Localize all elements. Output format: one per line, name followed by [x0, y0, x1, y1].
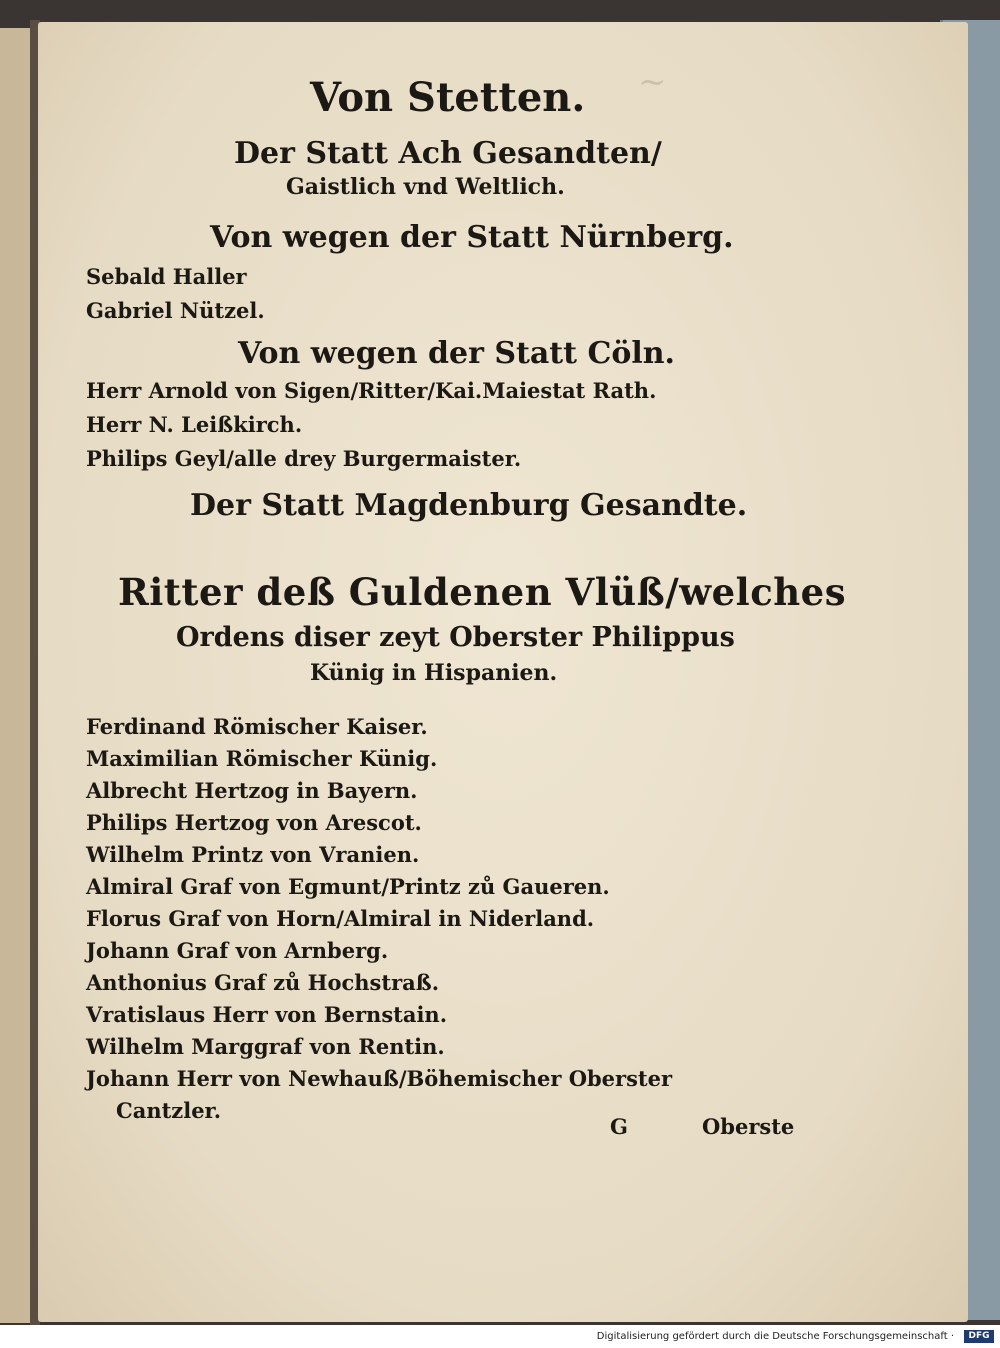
heading-von-stetten: Von Stetten.	[310, 74, 586, 121]
dfg-logo: DFG	[964, 1330, 994, 1343]
knight-7: Florus Graf von Horn/Almiral in Niderland.	[86, 906, 595, 931]
heading-cologne: Von wegen der Statt Cöln.	[238, 336, 675, 371]
funding-credit: Digitalisierung gefördert durch die Deutsche Forschungsgemeinschaft ·	[596, 1331, 954, 1342]
knight-12: Johann Herr von Newhauß/Böhemischer Oberster	[86, 1066, 673, 1091]
nuremberg-name-2: Gabriel Nützel.	[86, 298, 265, 323]
knight-12-continued: Cantzler.	[116, 1098, 221, 1123]
knight-11: Wilhelm Marggraf von Rentin.	[86, 1034, 445, 1059]
knight-8: Johann Graf von Arnberg.	[86, 938, 389, 963]
left-page-edge	[0, 28, 32, 1323]
knight-2: Maximilian Römischer Künig.	[86, 746, 438, 771]
heading-nuremberg: Von wegen der Statt Nürnberg.	[210, 220, 734, 255]
heading-magdeburg: Der Statt Magdenburg Gesandte.	[190, 488, 748, 523]
book-page	[38, 22, 968, 1322]
cologne-name-1: Herr Arnold von Sigen/Ritter/Kai.Maiestat Rath.	[86, 378, 657, 403]
order-heading-line-3: Künig in Hispanien.	[310, 660, 558, 686]
heading-ach-envoys: Der Statt Ach Gesandten/	[234, 136, 662, 171]
knight-1: Ferdinand Römischer Kaiser.	[86, 714, 428, 739]
knight-6: Almiral Graf von Egmunt/Printz zů Gaueren.	[86, 874, 610, 899]
order-heading-line-2: Ordens diser zeyt Oberster Philippus	[176, 622, 735, 653]
knight-3: Albrecht Hertzog in Bayern.	[86, 778, 418, 803]
knight-9: Anthonius Graf zů Hochstraß.	[86, 970, 440, 995]
show-through-text: ~	[638, 62, 667, 102]
knight-5: Wilhelm Printz von Vranien.	[86, 842, 420, 867]
knight-10: Vratislaus Herr von Bernstain.	[86, 1002, 448, 1027]
order-heading-line-1: Ritter deß Guldenen Vlüß/welches	[118, 570, 847, 614]
cologne-name-2: Herr N. Leißkirch.	[86, 412, 303, 437]
cologne-name-3: Philips Geyl/alle drey Burgermaister.	[86, 446, 522, 471]
knight-4: Philips Hertzog von Arescot.	[86, 810, 422, 835]
signature-mark: G	[610, 1114, 628, 1139]
subheading-ach: Gaistlich vnd Weltlich.	[286, 174, 565, 200]
footer-bar	[0, 1325, 1000, 1348]
nuremberg-name-1: Sebald Haller	[86, 264, 247, 289]
catchword: Oberste	[702, 1114, 795, 1139]
